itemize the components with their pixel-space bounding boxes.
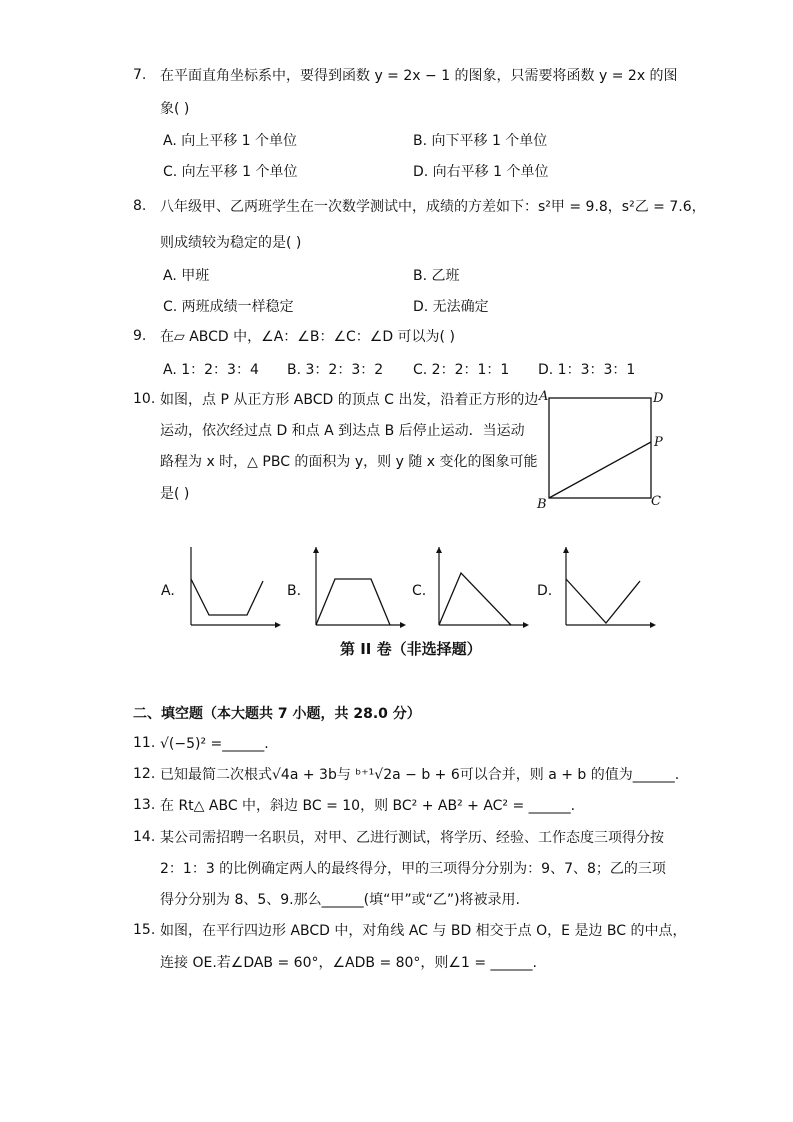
q14-line2: 2：1：3 的比例确定两人的最终得分，甲的三项得分分别为：9、7、8；乙的三项 — [160, 861, 666, 877]
label-d: D — [653, 391, 664, 406]
q13-text: 在 Rt△ ABC 中，斜边 BC = 10，则 BC² + AB² + AC² = ______. — [160, 798, 576, 814]
graph-curve — [566, 579, 640, 623]
q9-option-d: D. 1：3：3：1 — [538, 362, 636, 378]
graph-option-c-label: C. — [412, 583, 427, 599]
x-axis-arrow — [650, 622, 656, 628]
graph-option-b-label: B. — [287, 583, 302, 599]
q8-stem-line1: 八年级甲、乙两班学生在一次数学测试中，成绩的方差如下：s²甲 = 9.8，s²乙 = 7.6， — [160, 199, 706, 215]
q10-stem-line1: 如图，点 P 从正方形 ABCD 的顶点 C 出发，沿着正方形的边 — [160, 392, 539, 408]
q8-number: 8. — [133, 198, 147, 214]
x-axis-arrow — [400, 622, 406, 628]
y-axis-arrow — [563, 547, 569, 553]
graph-option-d-label: D. — [537, 583, 553, 599]
q10-number: 10. — [133, 391, 156, 407]
q15-number: 15. — [133, 922, 156, 938]
x-axis-arrow — [523, 622, 529, 628]
graph-curve — [316, 579, 390, 625]
segment-bp — [549, 442, 651, 498]
q13-number: 13. — [133, 797, 156, 813]
graph-option-d — [558, 545, 658, 630]
square-abcd-figure — [533, 385, 668, 513]
q8-option-d: D. 无法确定 — [413, 299, 489, 315]
q8-stem-line2: 则成绩较为稳定的是( ) — [160, 235, 302, 251]
y-axis-arrow — [436, 547, 442, 553]
q14-line3: 得分分别为 8、5、9.那么______(填“甲”或“乙”)将被录用. — [160, 892, 521, 908]
square-outline — [549, 398, 651, 498]
q11-text: √(−5)² =______. — [160, 736, 269, 752]
q9-stem: 在▱ ABCD 中，∠A：∠B：∠C：∠D 可以为( ) — [160, 329, 455, 345]
q14-number: 14. — [133, 829, 156, 845]
q9-option-c: C. 2：2：1：1 — [413, 362, 510, 378]
q10-stem-line2: 运动，依次经过点 D 和点 A 到达点 B 后停止运动．当运动 — [160, 423, 525, 439]
q10-stem-line3: 路程为 x 时，△ PBC 的面积为 y，则 y 随 x 变化的图象可能 — [160, 454, 538, 470]
section2-heading: 二、填空题（本大题共 7 小题，共 28.0 分） — [133, 706, 421, 722]
q11-number: 11. — [133, 735, 156, 751]
q15-line1: 如图，在平行四边形 ABCD 中，对角线 AC 与 BD 相交于点 O，E 是边 BC 的中点， — [160, 923, 687, 939]
q7-number: 7. — [133, 67, 147, 83]
q9-option-a: A. 1：2：3：4 — [163, 362, 259, 378]
y-axis-arrow — [313, 547, 319, 553]
graph-curve — [439, 573, 511, 625]
q7-stem-line2: 象( ) — [160, 101, 190, 117]
q7-option-c: C. 向左平移 1 个单位 — [163, 164, 298, 180]
q10-stem-line4: 是( ) — [160, 486, 190, 502]
label-b: B — [537, 497, 547, 512]
q8-option-c: C. 两班成绩一样稳定 — [163, 299, 294, 315]
q12-number: 12. — [133, 766, 156, 782]
graph-curve — [191, 579, 263, 615]
graph-option-c — [431, 545, 531, 630]
label-a: A — [539, 389, 549, 404]
q7-option-b: B. 向下平移 1 个单位 — [413, 133, 548, 149]
label-c: C — [651, 494, 661, 509]
q7-option-a: A. 向上平移 1 个单位 — [163, 133, 298, 149]
q7-stem-line1: 在平面直角坐标系中，要得到函数 y = 2x − 1 的图象，只需要将函数 y = 2x 的图 — [160, 68, 678, 84]
q14-line1: 某公司需招聘一名职员，对甲、乙进行测试，将学历、经验、工作态度三项得分按 — [160, 830, 664, 846]
part2-title: 第 II 卷（非选择题） — [340, 640, 482, 658]
q12-text: 已知最简二次根式√4a + 3b与 ᵇ⁺¹√2a − b + 6可以合并，则 a + b 的值为______. — [160, 767, 680, 783]
q9-number: 9. — [133, 328, 147, 344]
graph-option-b — [308, 545, 408, 630]
q8-option-b: B. 乙班 — [413, 268, 460, 284]
graph-option-a — [183, 545, 283, 630]
q15-line2: 连接 OE.若∠DAB = 60°，∠ADB = 80°，则∠1 = ______. — [160, 955, 537, 971]
q9-option-b: B. 3：2：3：2 — [287, 362, 384, 378]
label-p: P — [654, 435, 663, 450]
graph-option-a-label: A. — [161, 583, 175, 599]
q7-option-d: D. 向右平移 1 个单位 — [413, 164, 549, 180]
x-axis-arrow — [275, 622, 281, 628]
q8-option-a: A. 甲班 — [163, 268, 210, 284]
